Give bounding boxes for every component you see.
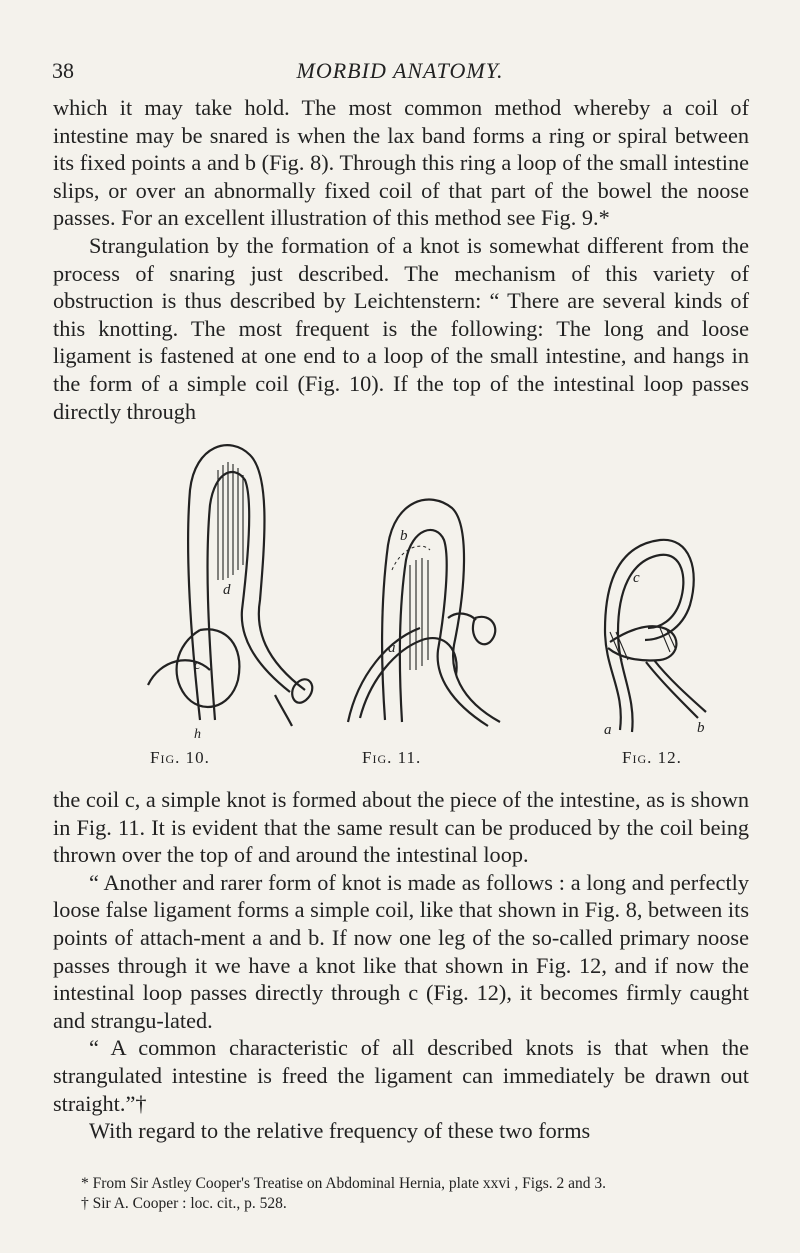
fig-12-label-b: b <box>697 720 705 736</box>
figure-row <box>130 430 710 767</box>
fig-11-label-b: b <box>400 528 408 544</box>
footnote: † Sir A. Cooper : loc. cit., p. 528. <box>81 1195 287 1212</box>
fig-11-label-a: a <box>388 640 396 656</box>
body-text-bottom <box>53 786 749 1145</box>
paragraph: “ Another and rarer form of knot is made as follows : a long and perfectly loose false ligament forms a simple coil, like that shown in Fig. 8, between its points of attach-ment a and b. If now one leg of the so-called primary noose passes through it we have a knot like that shown in Fig. 12, and if now the intestinal loop passes directly through c (Fig. 12), it becomes firmly caught and strangu-lated. <box>53 869 749 1033</box>
footnote: * From Sir Astley Cooper's Treatise on Abdominal Hernia, plate xxvi , Figs. 2 and 3. <box>81 1175 607 1192</box>
fig-11-caption: Fig. 11. <box>362 748 422 767</box>
paragraph: “ A common characteristic of all described knots is that when the strangulated intestine is freed the ligament can immediately be drawn out straight.”† <box>53 1035 749 1116</box>
fig-10-label-d: d <box>223 582 231 598</box>
footnotes <box>53 1174 749 1214</box>
fig-10-caption: Fig. 10. <box>150 748 210 767</box>
running-title: MORBID ANATOMY. <box>296 58 504 83</box>
fig-12-label-a: a <box>604 722 612 738</box>
paragraph: which it may take hold. The most common method whereby a coil of intestine may be snared is when the lax band forms a ring or spiral between its fixed points a and b (Fig. 8). Through this ring a loop of the small intestine slips, or over an abnormally fixed coil of that part of the bowel the noose passes. For an excellent illustration of this method see Fig. 9.* <box>53 95 749 231</box>
page-number: 38 <box>52 58 74 83</box>
paragraph: the coil c, a simple knot is formed about the piece of the intestine, as is shown in Fig. 11. It is evident that the same result can be produced by the coil being thrown over the top of and around the intestinal loop. <box>53 787 749 868</box>
body-text-top <box>53 94 749 425</box>
fig-12-label-c: c <box>633 570 640 586</box>
paragraph: With regard to the relative frequency of these two forms <box>89 1118 591 1144</box>
paragraph: Strangulation by the formation of a knot is somewhat different from the process of snaring just described. The mechanism of this variety of obstruction is thus described by Leichtenstern: “ There are several kinds of this knotting. The most frequent is the following: The long and loose ligament is fastened at one end to a loop of the small intestine, and hangs in the form of a simple coil (Fig. 10). If the top of the intestinal loop passes directly through <box>53 232 749 424</box>
fig-11-illustration <box>340 490 520 740</box>
fig-10-label-h: h <box>194 727 201 742</box>
page-header <box>52 58 748 88</box>
fig-10-label-c: c <box>194 657 201 673</box>
fig-12-illustration <box>550 520 710 740</box>
fig-12-caption: Fig. 12. <box>622 748 682 767</box>
